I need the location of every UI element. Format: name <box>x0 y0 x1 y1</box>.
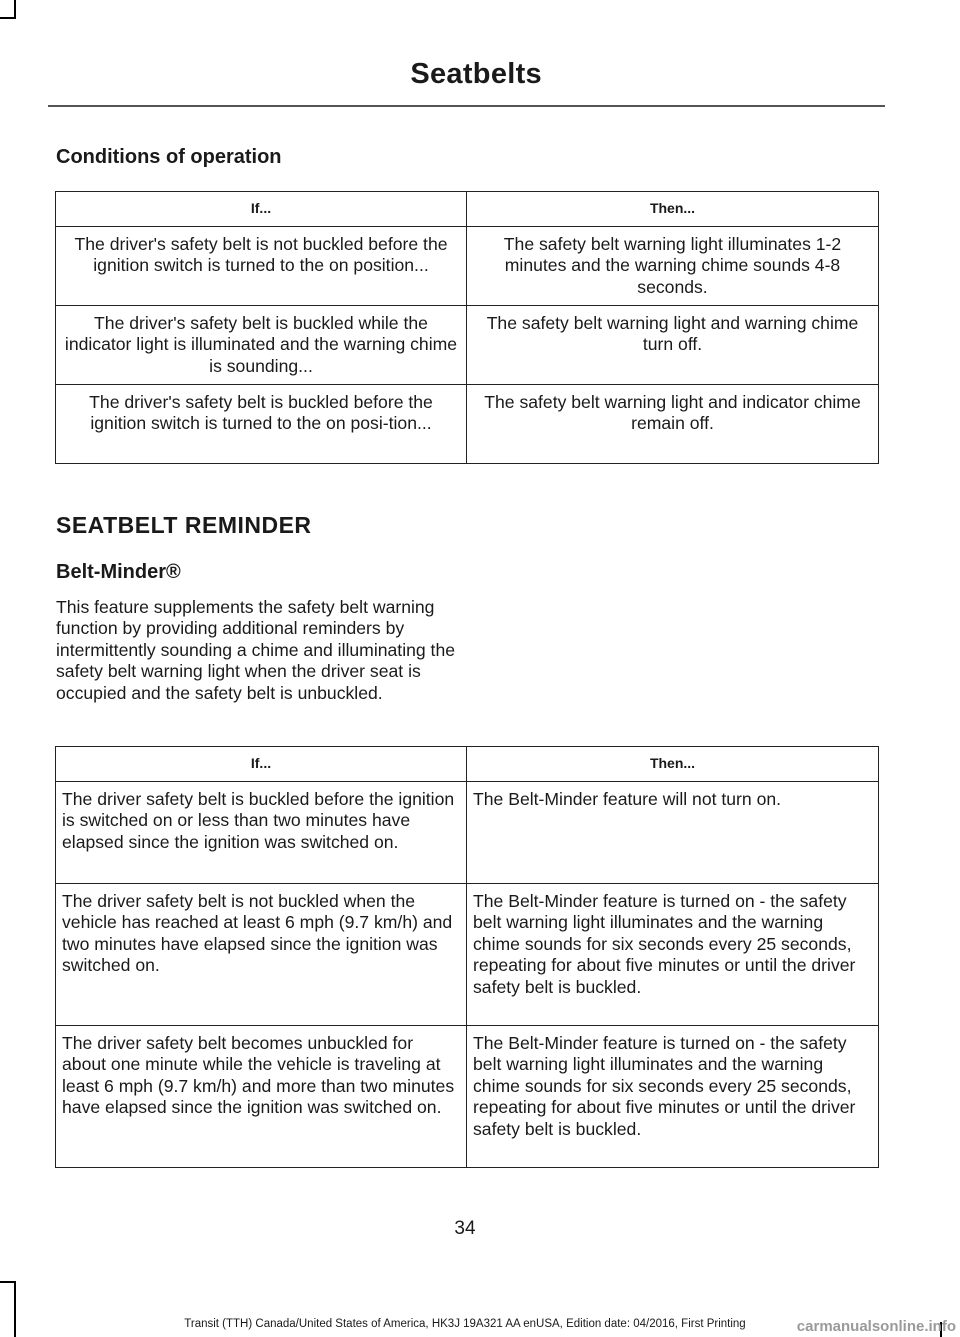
table-cell: The safety belt warning light illuminates 1-2 minutes and the warning chime sounds 4-8 seconds. <box>467 227 879 306</box>
table-row <box>56 306 879 385</box>
crop-mark-top-left <box>14 0 16 17</box>
watermark: carmanualsonline.info <box>796 1318 956 1335</box>
table-cell: The driver's safety belt is buckled before the ignition switch is turned to the on posi-tion... <box>56 385 467 464</box>
crop-mark-top-left <box>0 17 16 19</box>
header-divider <box>48 105 885 107</box>
table-cell: The driver safety belt is buckled before the ignition is switched on or less than two minutes have elapsed since the ignition was switched on. <box>56 782 467 884</box>
table-header-row <box>56 747 879 782</box>
table-cell: The driver safety belt is not buckled when the vehicle has reached at least 6 mph (9.7 km/h) and two minutes have elapsed since the ignition was switched on. <box>56 884 467 1026</box>
table-cell: The Belt-Minder feature is turned on - the safety belt warning light illuminates and the warning chime sounds for six seconds every 25 seconds, repeating for about five minutes or until the driver safety belt is buckled. <box>467 1026 879 1168</box>
table-cell: The safety belt warning light and indicator chime remain off. <box>467 385 879 464</box>
section-heading-seatbelt-reminder: SEATBELT REMINDER <box>56 512 312 538</box>
table-header-row <box>56 192 879 227</box>
table-cell: The driver's safety belt is not buckled before the ignition switch is turned to the on position... <box>56 227 467 306</box>
column-header-then: Then... <box>467 747 879 782</box>
table-cell: The driver safety belt becomes unbuckled for about one minute while the vehicle is traveling at least 6 mph (9.7 km/h) and more than two minutes have elapsed since the ignition was switched on. <box>56 1026 467 1168</box>
conditions-table <box>55 191 879 464</box>
table-row <box>56 884 879 1026</box>
table-row <box>56 385 879 464</box>
section-heading-conditions: Conditions of operation <box>56 146 282 168</box>
subheading-belt-minder: Belt-Minder® <box>56 561 181 583</box>
table-row <box>56 227 879 306</box>
column-header-if: If... <box>56 747 467 782</box>
table-row <box>56 1026 879 1168</box>
page-number: 34 <box>454 1218 476 1239</box>
table-row <box>56 782 879 884</box>
column-header-then: Then... <box>467 192 879 227</box>
table-cell: The safety belt warning light and warning chime turn off. <box>467 306 879 385</box>
column-header-if: If... <box>56 192 467 227</box>
belt-minder-description: This feature supplements the safety belt warning function by providing additional reminders by intermittently sounding a chime and illuminating the safety belt warning light when the driver seat is occupied and the safety belt is unbuckled. <box>56 597 456 703</box>
table-cell: The driver's safety belt is buckled while the indicator light is illuminated and the warning chime is sounding... <box>56 306 467 385</box>
table-cell: The Belt-Minder feature is turned on - the safety belt warning light illuminates and the warning chime sounds for six seconds every 25 seconds, repeating for about five minutes or until the driver safety belt is buckled. <box>467 884 879 1026</box>
page-title: Seatbelts <box>410 58 542 90</box>
belt-minder-table <box>55 746 879 1168</box>
edition-footer: Transit (TTH) Canada/United States of America, HK3J 19A321 AA enUSA, Edition date: 04/2016, First Printing <box>184 1318 746 1330</box>
table-cell: The Belt-Minder feature will not turn on. <box>467 782 879 884</box>
